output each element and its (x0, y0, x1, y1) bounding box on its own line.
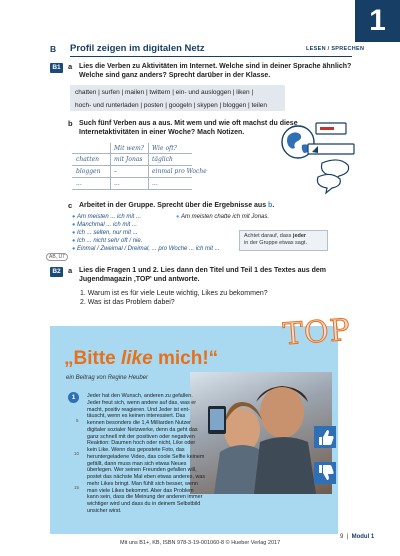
verb-list-line1: chatten | surfen | mailen | twittern | ein- und ausloggen | liken | (75, 89, 254, 96)
article-line: man viele Likes bekommt. Aber das Problem (87, 487, 194, 494)
phrase-item: ● Ich ... selten, nur mit ... (72, 230, 138, 236)
notes-cell: ... (114, 180, 120, 187)
thumbs-down-icon (314, 462, 336, 484)
thumbs-up-icon (314, 426, 336, 448)
article-line: täuscht, wenn es keinen interessiert. Das (87, 413, 186, 420)
tip-callout: Achtet darauf, dass jeder in der Gruppe etwas sagt. (239, 230, 328, 251)
subtask-label-c: c (68, 201, 73, 210)
notes-cell: ... (152, 180, 158, 187)
notes-cell: ... (76, 180, 82, 187)
workbook-reference: AB, Ü7 (46, 253, 68, 261)
article-line: kennen besonders die 1,4 Milliarden Nutzer (87, 420, 191, 426)
magazine-logo: TOP (281, 312, 352, 353)
notes-header-how-often: Wie oft? (152, 145, 177, 152)
b1c-instruction: Arbeitet in der Gruppe. Sprecht über die Ergebnisse aus b. (79, 202, 275, 209)
article-line: macht, positiv reagieren. Und Jeder ist ent- (87, 406, 190, 413)
notes-cell: mit Jonas (114, 156, 143, 163)
section-letter: B (50, 44, 57, 54)
example-answer: ● Am meisten chatte ich mit Jonas. (176, 214, 270, 220)
article-byline: ein Beitrag von Regine Heuber (66, 375, 149, 381)
article-line: kein Like. Wenn das gepostete Foto, das (87, 447, 185, 453)
like-dislike-icons (313, 425, 337, 487)
article-title: „Bitte like mich!“ (64, 348, 219, 369)
section-divider (70, 56, 352, 57)
line-number: 15 (74, 485, 80, 490)
article-line: digitaler sozialer Netzwerke, denn da geht das (87, 426, 198, 433)
phrase-item: ● Einmal / Zweimal / Dreimal, ... pro Woche ... ich mit ... (72, 246, 220, 252)
article-body (87, 393, 252, 515)
module-label: Modul 1 (351, 534, 375, 540)
b2a-instruction-line1: Lies die Fragen 1 und 2. Lies dann den Titel und Teil 1 des Textes aus dem (79, 267, 327, 274)
section-title: Profil zeigen im digitalen Netz (70, 43, 205, 54)
line-number: 5 (76, 418, 79, 423)
internet-illustration (268, 119, 358, 199)
article-part-marker: 1 (68, 392, 79, 403)
imprint: Mit uns B1+, KB, ISBN 978-3-19-001060-8 © Hueber Verlag 2017 (120, 540, 281, 546)
article-line: unsicher wirst. (87, 507, 122, 514)
line-number: 10 (74, 451, 80, 456)
question-1: 1. Warum ist es für viele Leute wichtig, Likes zu bekommen? (80, 290, 268, 297)
phrase-item: ● Manchmal ... ich mit ... (72, 222, 138, 228)
task-badge-b2: B2 (50, 267, 63, 277)
login-field-icon (316, 123, 346, 134)
notes-cell: einmal pro Woche (152, 168, 207, 175)
article-line: überlegen. Wer seinen Freunden gefallen will, (87, 467, 197, 474)
unit-number-tab: 1 (355, 0, 400, 42)
phrase-item: ● Am meisten ... ich mit ... (72, 214, 142, 220)
article-line: postet das nächste Mal eben etwas anderes, was (87, 474, 206, 480)
notes-table (72, 143, 207, 190)
verb-word-box (70, 85, 285, 111)
article-line: Reaktion: Daumen hoch oder nicht, Like oder (87, 440, 196, 447)
notes-cell: – (114, 168, 117, 175)
notes-header-who: Mit wem? (114, 145, 144, 152)
speech-bubble-icon (317, 160, 348, 193)
article-line: Jeder freut sich, wenn andere auf das, was er (87, 399, 197, 406)
b1b-instruction-line1: Such fünf Verben aus a aus. Mit wem und wie oft machst du diese (79, 120, 298, 127)
search-bar-icon (308, 144, 354, 154)
article-line: Jeder hat den Wunsch, anderen zu gefallen. (87, 393, 193, 399)
subtask-label-a: a (68, 62, 73, 71)
page-footer: 9 | Modul 1 (340, 534, 375, 540)
notes-cell: täglich (152, 156, 173, 163)
article-line: mehr Likes bringt. Man fühlt sich besser, wenn (87, 480, 198, 487)
question-2: 2. Was ist das Problem dabei? (80, 299, 175, 306)
b1b-instruction-line2: Internetaktivitäten in einer Woche? Mach Notizen. (79, 129, 245, 136)
section-skill-tag: LESEN / SPRECHEN (306, 46, 365, 52)
subtask-label-a: a (68, 266, 73, 275)
notes-cell: bloggen (76, 168, 101, 175)
article-line: kann sein, dass die Meinung der anderen immer (87, 494, 203, 501)
verb-list-line2: hoch- und runterladen | posten | googeln | skypen | bloggen | teilen (75, 102, 268, 109)
b2a-instruction-line2: Jugendmagazin ‚TOP' und antworte. (79, 276, 200, 283)
article-line: heruntergeladene Video, das coole Selfie keinem (87, 453, 205, 460)
b1a-instruction-line1: Lies die Verben zu Aktivitäten im Internet. Welche sind in deiner Sprache ähnlich? (79, 63, 352, 70)
phrase-item: ● Ich ... nicht sehr oft / nie. (72, 238, 143, 244)
subtask-label-b: b (68, 119, 73, 128)
task-badge-b1: B1 (50, 63, 63, 73)
b1a-instruction-line2: Welche sind ganz anders? Sprecht darüber in der Klasse. (79, 72, 271, 79)
article-line: ganz schnell mit der positiven oder negativen (87, 433, 195, 440)
notes-cell: chatten (76, 156, 100, 163)
page-number: 9 (340, 534, 344, 540)
article-line: gefällt, dann muss man sich etwas Neues (87, 460, 187, 467)
article-line: wichtiger wird und dass du in deinem Selbstbild (87, 501, 201, 507)
